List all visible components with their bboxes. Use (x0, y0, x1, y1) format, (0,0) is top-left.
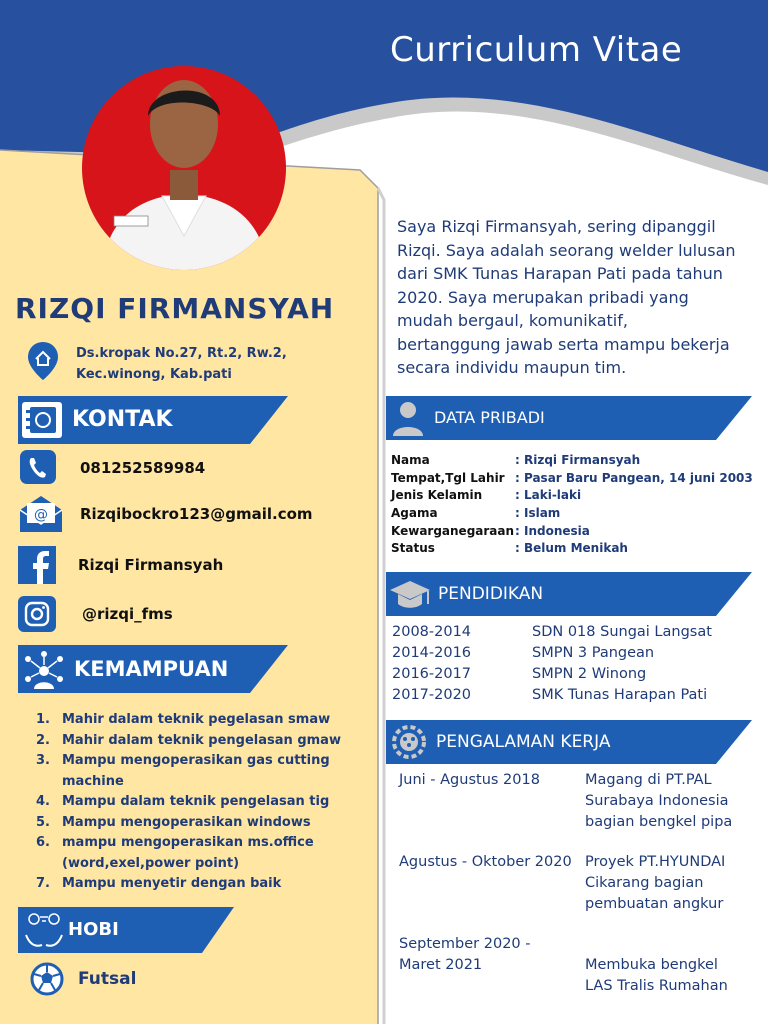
list-item (36, 874, 366, 895)
experience-list (399, 770, 745, 1016)
email-icon (18, 494, 64, 534)
table-row (392, 643, 712, 664)
list-item-text: Mampu dalam teknik pengelasan tig (62, 794, 330, 809)
list-item (36, 751, 366, 792)
experience-description (585, 934, 745, 997)
person-name: RIZQI FIRMANSYAH (15, 292, 335, 325)
field-label: Nama (391, 453, 430, 467)
list-item-text: Mahir dalam teknik pengelasan gmaw (62, 732, 341, 748)
experience-desc-line: LAS Tralis Rumahan (585, 978, 728, 994)
experience-desc-line: pembuatan angkur (585, 896, 724, 912)
personal-heading: DATA PRIBADI (434, 408, 545, 427)
field-value: : Indonesia (515, 523, 590, 538)
summary-line: dari SMK Tunas Harapan Pati pada tahun (397, 264, 723, 283)
list-item-text: mampu mengoperasikan ms.office (62, 835, 314, 850)
summary-line: 2020. Saya merupakan pribadi yang (397, 287, 689, 307)
experience-desc-line: Membuka bengkel (585, 957, 718, 973)
graduation-cap-icon (388, 578, 432, 612)
list-item-number: 4. (36, 794, 50, 809)
list-item-text: Mahir dalam teknik pegelasan smaw (62, 712, 331, 727)
hobby-item (30, 962, 136, 996)
address (76, 343, 326, 385)
field-value: : Islam (515, 506, 561, 521)
list-item (36, 710, 366, 731)
education-school: SDN 018 Sungai Langsat (532, 624, 712, 640)
table-row (399, 770, 745, 833)
field-label: Agama (391, 506, 438, 521)
experience-period-line: September 2020 - (399, 936, 531, 952)
list-item-number: 2. (36, 732, 50, 748)
profile-photo (82, 66, 286, 270)
table-row (391, 470, 753, 488)
experience-desc-line: Cikarang bagian (585, 875, 704, 891)
hobby-hands-icon (22, 909, 66, 951)
experience-description (585, 852, 745, 915)
experience-period-line: Juni - Agustus 2018 (399, 772, 540, 788)
education-heading: PENDIDIKAN (438, 584, 544, 604)
experience-period-line: Agustus - Oktober 2020 (399, 854, 572, 870)
experience-period-line: Maret 2021 (399, 957, 483, 973)
list-item-number: 3. (36, 753, 50, 768)
hobby-heading: HOBI (68, 919, 119, 940)
summary-line: secara individu maupun tim. (397, 358, 627, 377)
field-label: Tempat,Tgl Lahir (391, 470, 505, 485)
list-item-number: 5. (36, 814, 50, 830)
table-row (392, 664, 712, 685)
list-item-text: Mampu mengoperasikan windows (62, 814, 311, 830)
table-row (392, 622, 712, 643)
experience-desc-line: bagian bengkel pipa (585, 814, 733, 830)
education-list (392, 622, 712, 706)
education-years: 2008-2014 (392, 624, 472, 640)
address-line-1: Ds.kropak No.27, Rt.2, Rw.2, (76, 346, 287, 361)
svg-text:@: @ (34, 507, 48, 523)
list-item (36, 833, 366, 874)
skills-network-icon (22, 649, 66, 691)
experience-desc-line: Surabaya Indonesia (585, 793, 729, 809)
education-school: SMK Tunas Harapan Pati (532, 687, 708, 703)
person-icon (390, 398, 426, 438)
facebook-icon (18, 546, 56, 584)
list-item-text: Mampu menyetir dengan baik (62, 876, 282, 891)
education-school: SMPN 3 Pangean (532, 645, 655, 661)
summary-line: Rizqi. Saya adalah seorang welder lulusan (397, 240, 736, 260)
skills-heading: KEMAMPUAN (74, 657, 229, 681)
instagram-handle: @rizqi_fms (82, 605, 173, 623)
email-address: Rizqibockro123@gmail.com (80, 505, 313, 523)
experience-period (399, 934, 585, 997)
field-label: Status (391, 541, 435, 556)
instagram-icon (18, 596, 56, 632)
field-label: Kewarganegaraan (391, 523, 515, 538)
list-item-number: 1. (36, 712, 50, 727)
personal-data-table (391, 452, 753, 558)
experience-description (585, 770, 745, 833)
facebook-name: Rizqi Firmansyah (78, 556, 224, 574)
soccer-ball-icon (30, 962, 64, 996)
list-item-text-cont: (word,exel,power point) (62, 855, 240, 871)
summary-line: bertanggung jawab serta mampu bekerja (397, 334, 730, 354)
list-item-text: Mampu mengoperasikan gas cutting (62, 753, 330, 768)
list-item-number: 6. (36, 835, 50, 850)
experience-desc-line (585, 934, 745, 955)
list-item-text-cont: machine (62, 773, 124, 789)
table-row (391, 505, 753, 523)
contact-facebook (18, 546, 223, 584)
contact-instagram (18, 596, 173, 632)
contact-email (18, 494, 313, 534)
education-years: 2014-2016 (392, 645, 472, 661)
team-gear-icon (388, 722, 430, 762)
summary-line: mudah bergaul, komunikatif, (397, 311, 628, 330)
field-value: : Rizqi Firmansyah (515, 453, 641, 467)
experience-period (399, 852, 585, 915)
table-row (391, 540, 753, 558)
table-row (391, 523, 753, 541)
field-label: Jenis Kelamin (391, 488, 483, 503)
contact-phone (18, 450, 205, 486)
table-row (392, 685, 712, 706)
section-education-header (386, 572, 752, 616)
address-line-2: Kec.winong, Kab.pati (76, 367, 232, 382)
home-location-icon (26, 340, 60, 382)
contact-heading: KONTAK (72, 407, 173, 432)
education-school: SMPN 2 Winong (532, 666, 647, 682)
field-value: : Laki-laki (515, 488, 582, 503)
phone-number: 081252589984 (80, 459, 206, 477)
experience-desc-line: Proyek PT.HYUNDAI (585, 854, 726, 870)
section-hobby-header (18, 907, 234, 955)
profile-summary (397, 215, 767, 380)
experience-heading: PENGALAMAN KERJA (436, 732, 611, 752)
list-item-number: 7. (36, 876, 50, 891)
skills-list (36, 710, 366, 895)
section-skills-header (18, 645, 288, 693)
experience-period (399, 770, 585, 833)
section-contact-header (18, 396, 288, 444)
table-row (399, 934, 745, 997)
section-personal-header (386, 396, 752, 440)
experience-desc-line: Magang di PT.PAL (585, 772, 712, 788)
table-row (391, 487, 753, 505)
hobby-text: Futsal (78, 969, 137, 989)
list-item (36, 731, 366, 752)
phone-icon (18, 450, 60, 486)
education-years: 2017-2020 (392, 687, 472, 703)
table-row (399, 852, 745, 915)
field-value: : Belum Menikah (515, 541, 628, 556)
list-item (36, 792, 366, 813)
education-years: 2016-2017 (392, 666, 472, 682)
summary-line: Saya Rizqi Firmansyah, sering dipanggil (397, 217, 716, 236)
table-row (391, 452, 753, 470)
list-item (36, 813, 366, 834)
field-value: : Pasar Baru Pangean, 14 juni 2003 (515, 470, 753, 485)
section-experience-header (386, 720, 752, 764)
page-title: Curriculum Vitae (390, 30, 683, 70)
